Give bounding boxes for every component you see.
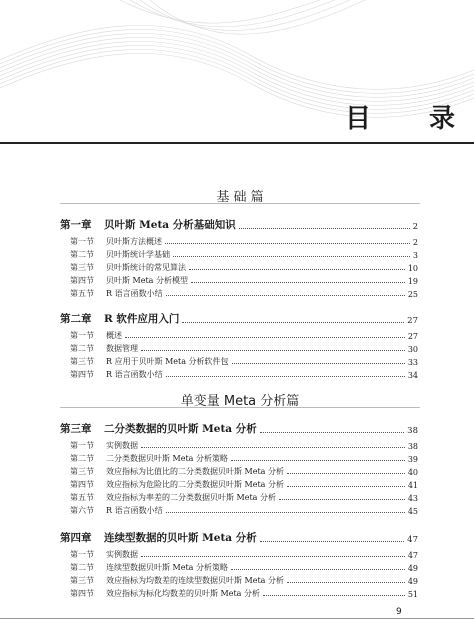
leader-dots	[166, 294, 405, 296]
page-ref: 25	[407, 290, 418, 299]
page-ref: 41	[407, 481, 418, 490]
section-title: 概述	[106, 331, 122, 340]
toc-section-entry[interactable]	[60, 476, 418, 490]
section-title: 效应指标为均数差的连续型数据贝叶斯 Meta 分析	[106, 576, 284, 585]
leader-dots	[166, 375, 405, 377]
section-title: 贝叶斯统计的常见算法	[106, 263, 186, 272]
toc-section-entry[interactable]	[60, 463, 418, 477]
section-number: 第二节	[70, 454, 94, 463]
page-ref: 27	[407, 316, 418, 326]
toc-section-entry[interactable]	[60, 489, 418, 503]
page-ref: 10	[407, 264, 418, 273]
leader-dots	[125, 336, 405, 338]
page-ref: 38	[407, 442, 418, 451]
toc-section-entry[interactable]	[60, 546, 418, 560]
section-title: 贝叶斯方法概述	[106, 237, 162, 246]
toc-section-entry[interactable]	[60, 285, 418, 299]
section-title: 效应指标为比值比的二分类数据贝叶斯 Meta 分析	[106, 467, 284, 476]
toc-section-entry[interactable]	[60, 572, 418, 586]
leader-dots	[166, 511, 405, 513]
leader-dots	[165, 242, 410, 244]
section-title: R 语言函数小结	[106, 506, 163, 515]
toc-chapter-entry[interactable]	[60, 218, 418, 232]
toc-section-entry[interactable]	[60, 259, 418, 273]
section-number: 第五节	[70, 493, 94, 502]
section-number: 第三节	[70, 576, 94, 585]
section-number: 第四节	[70, 276, 94, 285]
leader-dots	[141, 446, 405, 448]
chapter-title: 连续型数据的贝叶斯 Meta 分析	[104, 532, 257, 544]
leader-dots	[279, 498, 405, 500]
page-ref: 47	[407, 551, 418, 560]
chapter-number: 第三章	[60, 423, 92, 435]
section-number: 第二节	[70, 250, 94, 259]
toc-section-entry[interactable]	[60, 327, 418, 341]
page-ref: 30	[407, 345, 418, 354]
section-title: 连续型数据贝叶斯 Meta 分析策略	[106, 563, 228, 572]
title-char-1: 目	[345, 103, 372, 134]
section-number: 第一节	[70, 441, 94, 450]
toc-chapter-entry[interactable]	[60, 531, 418, 545]
leader-dots	[287, 581, 405, 583]
toc-section-entry[interactable]	[60, 366, 418, 380]
part-divider	[60, 407, 420, 408]
chapter-title: 贝叶斯 Meta 分析基础知识	[104, 219, 236, 231]
leader-dots	[231, 459, 405, 461]
section-number: 第三节	[70, 467, 94, 476]
leader-dots	[182, 321, 404, 323]
section-title: R 语言函数小结	[106, 370, 163, 379]
page-ref: 27	[407, 332, 418, 341]
section-number: 第二节	[70, 344, 94, 353]
page-number: 9	[396, 607, 402, 617]
section-title: 效应指标为率差的二分类数据贝叶斯 Meta 分析	[106, 493, 276, 502]
page-ref: 51	[407, 590, 418, 599]
toc-section-entry[interactable]	[60, 340, 418, 354]
toc-section-entry[interactable]	[60, 585, 418, 599]
page-ref: 34	[407, 371, 418, 380]
section-number: 第一节	[70, 331, 94, 340]
leader-dots	[173, 255, 410, 257]
page-ref: 45	[407, 507, 418, 516]
section-number: 第三节	[70, 357, 94, 366]
page-title	[345, 96, 455, 136]
leader-dots	[189, 268, 405, 270]
leader-dots	[287, 472, 405, 474]
section-number: 第一节	[70, 237, 94, 246]
leader-dots	[231, 568, 405, 570]
section-title: 实例数据	[106, 550, 138, 559]
page-ref: 19	[407, 277, 418, 286]
section-title: R 应用于贝叶斯 Meta 分析软件包	[106, 357, 229, 366]
part-heading: 单变量 Meta 分析篇	[180, 394, 300, 409]
footer-rule	[0, 618, 474, 619]
page-ref: 33	[407, 358, 418, 367]
section-number: 第三节	[70, 263, 94, 272]
section-number: 第五节	[70, 289, 94, 298]
leader-dots	[260, 431, 404, 433]
page-ref: 43	[407, 494, 418, 503]
page-ref: 49	[407, 564, 418, 573]
leader-dots	[287, 485, 405, 487]
leader-dots	[239, 227, 410, 229]
page-ref: 2	[412, 238, 418, 247]
section-number: 第六节	[70, 506, 94, 515]
section-title: R 语言函数小结	[106, 289, 163, 298]
toc-section-entry[interactable]	[60, 246, 418, 260]
toc-section-entry[interactable]	[60, 353, 418, 367]
toc-section-entry[interactable]	[60, 272, 418, 286]
leader-dots	[141, 349, 405, 351]
page-ref: 47	[407, 535, 418, 545]
toc-section-entry[interactable]	[60, 559, 418, 573]
toc-section-entry[interactable]	[60, 437, 418, 451]
part-heading: 基 础 篇	[216, 190, 264, 205]
section-number: 第四节	[70, 480, 94, 489]
section-number: 第二节	[70, 563, 94, 572]
section-title: 效应指标为危险比的二分类数据贝叶斯 Meta 分析	[106, 480, 284, 489]
page-ref: 49	[407, 577, 418, 586]
part-divider	[60, 203, 420, 204]
section-title: 效应指标为标化均数差的贝叶斯 Meta 分析	[106, 589, 260, 598]
section-title: 贝叶斯统计学基础	[106, 250, 170, 259]
chapter-number: 第四章	[60, 532, 92, 544]
section-number: 第四节	[70, 589, 94, 598]
section-title: 贝叶斯 Meta 分析模型	[106, 276, 188, 285]
page-ref: 3	[412, 251, 418, 260]
toc-section-entry[interactable]	[60, 233, 418, 247]
toc-chapter-entry[interactable]	[60, 312, 418, 326]
chapter-number: 第二章	[60, 313, 92, 325]
section-title: 二分类数据贝叶斯 Meta 分析策略	[106, 454, 228, 463]
chapter-title: 二分类数据的贝叶斯 Meta 分析	[104, 423, 257, 435]
title-rule	[0, 142, 474, 144]
page-ref: 39	[407, 455, 418, 464]
leader-dots	[260, 540, 404, 542]
section-number: 第四节	[70, 370, 94, 379]
toc-section-entry[interactable]	[60, 450, 418, 464]
chapter-number: 第一章	[60, 219, 92, 231]
leader-dots	[232, 362, 405, 364]
toc-section-entry[interactable]	[60, 502, 418, 516]
leader-dots	[191, 281, 405, 283]
chapter-title: R 软件应用入门	[104, 313, 180, 325]
leader-dots	[263, 594, 405, 596]
section-title: 数据管理	[106, 344, 138, 353]
page-ref: 38	[407, 426, 418, 436]
page-ref: 2	[412, 222, 418, 232]
title-char-2: 录	[428, 103, 455, 134]
leader-dots	[141, 555, 405, 557]
section-title: 实例数据	[106, 441, 138, 450]
page-ref: 40	[407, 468, 418, 477]
section-number: 第一节	[70, 550, 94, 559]
toc-chapter-entry[interactable]	[60, 422, 418, 436]
